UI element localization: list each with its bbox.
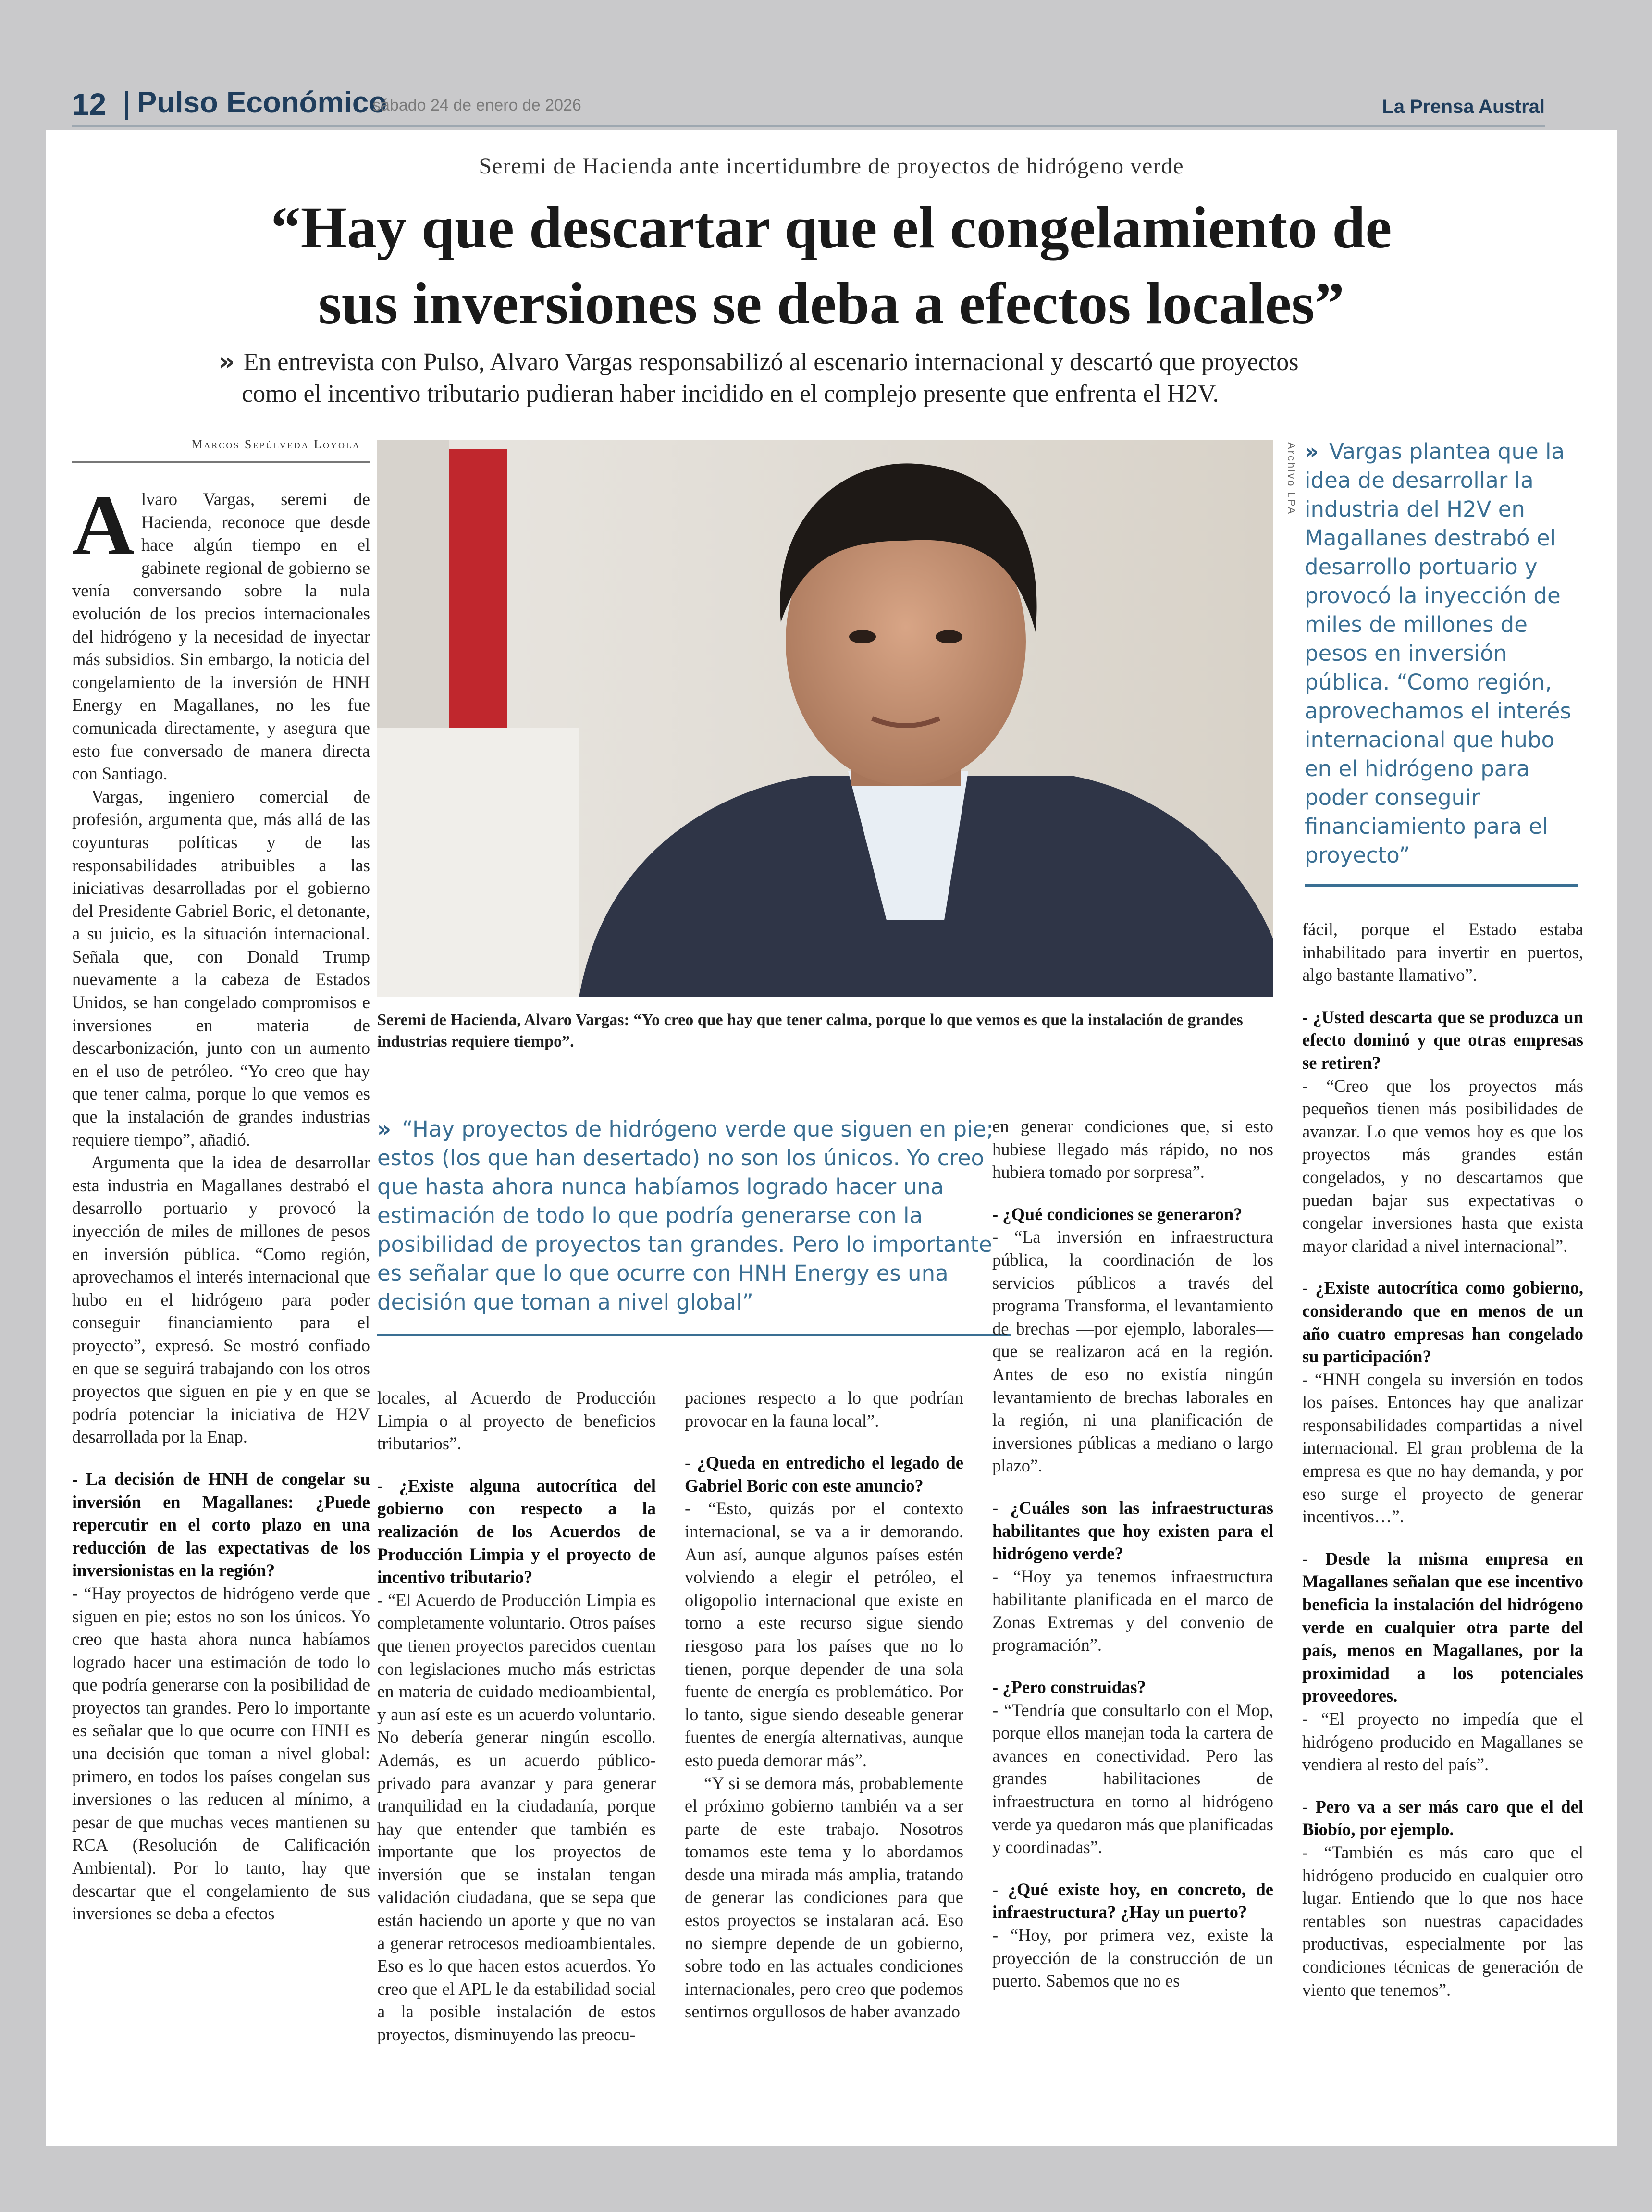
drop-cap: A: [72, 477, 135, 573]
dek-text: En entrevista con Pulso, Alvaro Vargas responsabilizó al escenario internacional y descartó que proyectos: [243, 348, 1299, 376]
interview-question: - ¿Qué existe hoy, en concreto, de infraestructura? ¿Hay un puerto?: [992, 1879, 1273, 1922]
interview-question: - ¿Existe autocrítica como gobierno, considerando que en menos de un año cuatro empresas han congelado su participación?: [1302, 1278, 1583, 1367]
interview-answer: - “Tendría que consultarlo con el Mop, porque ellos manejan toda la cartera de avances en conectividad. Pero las grandes habilitaciones de infraestructura en torno al hidrógeno verde ya quedaron más que planificadas y coordinadas”.: [992, 1700, 1273, 1857]
interview-question: - ¿Qué condiciones se generaron?: [992, 1204, 1243, 1224]
header-divider: [125, 91, 128, 120]
dek-line: [219, 346, 1449, 378]
column-2: [377, 1386, 656, 2046]
interview-question: - ¿Existe alguna autocrítica del gobierno con respecto a la realización de los Acuerdos de Producción Limpia y el proyecto de incentivo tributario?: [377, 1475, 656, 1587]
kicker: Seremi de Hacienda ante incertidumbre de proyectos de hidrógeno verde: [479, 153, 1184, 179]
section-name: Pulso Económico: [137, 86, 387, 119]
double-chevron-right-icon: »: [1305, 439, 1319, 464]
photo-credit: Archivo LPA: [1285, 442, 1297, 516]
interview-answer: - “La inversión en infraestructura pública, la coordinación de los servicios públicos a través del programa Transforma, el levantamiento de brechas —por ejemplo, laborales— que se realizaron acá en la región. Antes de eso no existía ningún levantamiento de brechas laborales en la región, ni una planificación de inversiones públicas a mediano o largo plazo”.: [992, 1227, 1273, 1476]
interview-answer: - “El Acuerdo de Producción Limpia es completamente voluntario. Otros países que tienen proyectos parecidos cuentan con legislaciones mucho más estrictas en materia de cuidado medioambiental, y aun así este es un acuerdo voluntario. No debería generar ningún escollo. Además, es un acuerdo público-privado para avanzar y para generar tranquilidad en la ciudadanía, porque hay que entender que también es importante que los proyectos de inversión que se instalan tengan validación ciudadana, que se sepa que están haciendo un aporte y que no van a generar retrocesos medioambientales. Eso es lo que hacen estos acuerdos. Yo creo que el APL le da estabilidad social a la posible instalación de estos proyectos, disminuyendo las preocu-: [377, 1590, 656, 2045]
double-chevron-right-icon: »: [219, 347, 235, 376]
byline: Marcos Sepúlveda Loyola: [191, 437, 360, 451]
column-1: [72, 477, 370, 1925]
byline-rule: [72, 461, 370, 463]
pull-quote-text: Vargas plantea que la idea de desarrollar la industria del H2V en Magallanes destrabó el desarrollo portuario y provocó la inyección de miles de millones de pesos en inversión pública. “Como región, aprovechamos el interés internacional que hubo en el hidrógeno para poder conseguir financiamiento para el proyecto”: [1305, 439, 1571, 868]
issue-date: sábado 24 de enero de 2026: [372, 96, 581, 114]
page-number: 12: [72, 87, 107, 122]
interview-answer: - “Creo que los proyectos más pequeños tienen más posibilidades de avanzar. Lo que vemos hoy es que los proyectos más grandes están congelados, y no descartamos que puedan bajar sus expectativas o congelar inversiones hasta que exista mayor claridad a nivel internacional”.: [1302, 1075, 1583, 1256]
header-rule: [72, 125, 1545, 127]
interview-answer: - “Esto, quizás por el contexto internacional, se va a ir demorando. Aun así, aunque algunos países estén volviendo a elegir el petróleo, el oligopolio internacional que existe en torno a este recurso sigue siendo riesgoso para los países que no lo tienen, porque depender de una sola fuente de energía es problemático. Por lo tanto, sigue siendo deseable generar fuentes de energía alternativas, aunque esto pueda demorar más”.: [685, 1498, 963, 1770]
paragraph: fácil, porque el Estado estaba inhabilitado para invertir en puertos, algo bastante llamativo”.: [1302, 919, 1583, 985]
column-5: [1302, 918, 1583, 2001]
column-3: [685, 1386, 963, 2023]
portrait-illustration: [377, 440, 1273, 997]
interview-question: - ¿Usted descarta que se produzca un efecto dominó y que otras empresas se retiren?: [1302, 1007, 1583, 1073]
paragraph: locales, al Acuerdo de Producción Limpia o al proyecto de beneficios tributarios”.: [377, 1388, 656, 1454]
pull-quote-right: [1305, 437, 1583, 870]
interview-answer: - “Hoy ya tenemos infraestructura habilitante planificada en el marco de Zonas Extremas y del convenio de programación”.: [992, 1566, 1273, 1655]
interview-answer: - “HNH congela su inversión en todos los países. Entonces hay que analizar responsabilidades compartidas a nivel internacional. El gran problema de la empresa es que no hay demanda, y por eso surge el proyecto de generar incentivos…”.: [1302, 1369, 1583, 1527]
paragraph: “Y si se demora más, probablemente el próximo gobierno también va a ser parte de este trabajo. Nosotros tomamos este tema y lo abordamos desde una mirada más amplia, tratando de generar las condiciones para que estos proyectos se instalaran acá. Eso no siempre depende de un gobierno, sobre todo en las actuales condiciones internacionales, pero creo que podemos sentirnos orgullosos de haber avanzado: [685, 1773, 963, 2022]
double-chevron-right-icon: »: [377, 1116, 392, 1142]
paragraph: en generar condiciones que, si esto hubiese llegado más rápido, no nos hubiera tomado por sorpresa”.: [992, 1116, 1273, 1182]
interview-answer: - “Hoy, por primera vez, existe la proyección de la construcción de un puerto. Sabemos que no es: [992, 1925, 1273, 1991]
portrait-photo: [377, 440, 1273, 997]
pull-quote-text: “Hay proyectos de hidrógeno verde que siguen en pie; estos (los que han desertado) no son los únicos. Yo creo que hasta ahora nunca habíamos logrado hacer una estimación de todo lo que podría generarse con la posibilidad de proyectos tan grandes. Pero lo importante es señalar que lo que ocurre con HNH Energy es una decisión que toman a nivel global”: [377, 1116, 994, 1315]
interview-answer: - “También es más caro que el hidrógeno producido en cualquier otro lugar. Entiendo que lo que nos hace rentables son nuestras capacidades productivas, especialmente por las condiciones técnicas de generación de viento que tenemos”.: [1302, 1842, 1583, 2000]
headline-line: “Hay que descartar que el congelamiento de: [271, 195, 1392, 260]
interview-question: - ¿Queda en entredicho el legado de Gabriel Boric con este anuncio?: [685, 1453, 963, 1495]
interview-question: - ¿Cuáles son las infraestructuras habilitantes que hoy existen para el hidrógeno verde?: [992, 1497, 1273, 1564]
interview-question: - Pero va a ser más caro que el del Biobío, por ejemplo.: [1302, 1796, 1583, 1840]
dek: [219, 346, 1449, 410]
interview-question: - La decisión de HNH de congelar su inversión en Magallanes: ¿Puede repercutir en el corto plazo en una reducción de las expectativas de los inversionistas en la región?: [72, 1469, 370, 1581]
paragraph-text: lvaro Vargas, seremi de Hacienda, reconoce que desde hace algún tiempo en el gabinete regional de gobierno se venía conversando sobre la nula evolución de los precios internacionales del hidrógeno y la necesidad de inyectar más subsidios. Sin embargo, la noticia del congelamiento de la inversión de HNH Energy en Magallanes, no les fue comunicada directamente, y asegura que esto fue conversado de manera directa con Santiago.: [72, 489, 370, 784]
pull-quote-center: [377, 1115, 1002, 1317]
paragraph: paciones respecto a lo que podrían provocar en la fauna local”.: [685, 1388, 963, 1431]
paragraph: Argumenta que la idea de desarrollar esta industria en Magallanes destrabó el desarrollo portuario y provocó la inyección de miles de millones de pesos en inversión pública. “Como región, aprovechamos el interés internacional que hubo en el hidrógeno para poder conseguir financiamiento para el proyecto”, expresó. Se mostró confiado en que se seguirá trabajando con los otros proyectos que siguen en pie y en que se podría potenciar la iniciativa de H2V desarrollada por la Enap.: [72, 1152, 370, 1447]
interview-answer: - “El proyecto no impedía que el hidrógeno producido en Magallanes se vendiera al resto del país”.: [1302, 1709, 1583, 1775]
headline: [46, 190, 1617, 342]
photo-caption: Seremi de Hacienda, Alvaro Vargas: “Yo creo que hay que tener calma, porque lo que vemos es que la instalación de grandes industrias requiere tiempo”.: [377, 1011, 1243, 1050]
dek-line: como el incentivo tributario pudieran haber incidido en el complejo presente que enfrenta el H2V.: [242, 380, 1219, 408]
interview-question: - ¿Pero construidas?: [992, 1677, 1146, 1697]
interview-question: - Desde la misma empresa en Magallanes señalan que ese incentivo beneficia la instalación del hidrógeno verde en cualquier otra parte del país, menos en Magallanes, por la proximidad a los potenciales proveedores.: [1302, 1548, 1583, 1706]
newspaper-name: La Prensa Austral: [1382, 96, 1545, 117]
page-header: [46, 72, 1583, 125]
lead-paragraph: [72, 477, 370, 785]
column-4: [992, 1115, 1273, 1992]
newspaper-page: [46, 130, 1617, 2146]
headline-line: sus inversiones se deba a efectos locales”: [318, 271, 1344, 336]
pull-quote-rule: [1305, 884, 1578, 887]
paragraph: Vargas, ingeniero comercial de profesión, argumenta que, más allá de las coyunturas políticas y de las responsabilidades atribuibles a las iniciativas desarrolladas por el gobierno del Presidente Gabriel Boric, el detonante, a su juicio, es la situación internacional. Señala que, con Donald Trump nuevamente a la cabeza de Estados Unidos, se han congelado compromisos e inversiones en materia de descarbonización, junto con un aumento en el uso de petróleo. “Yo creo que hay que tener calma, porque lo que vemos es que la instalación de grandes industrias requiere tiempo”, añadió.: [72, 786, 370, 1149]
interview-answer: - “Hay proyectos de hidrógeno verde que siguen en pie; estos no son los únicos. Yo creo que hasta ahora nunca habíamos logrado hacer una estimación de todo lo que podría generarse con la posibilidad de proyectos tan grandes. Pero lo importante es señalar que lo que ocurre con HNH es una decisión que toman a nivel global: primero, en todos los países congelan sus inversiones o las reducen al mínimo, a pesar de que muchas veces mantienen su RCA (Resolución de Calificación Ambiental). Por lo tanto, hay que descartar que el congelamiento de sus inversiones se deba a efectos: [72, 1583, 370, 1924]
pull-quote-rule: [377, 1334, 1011, 1336]
